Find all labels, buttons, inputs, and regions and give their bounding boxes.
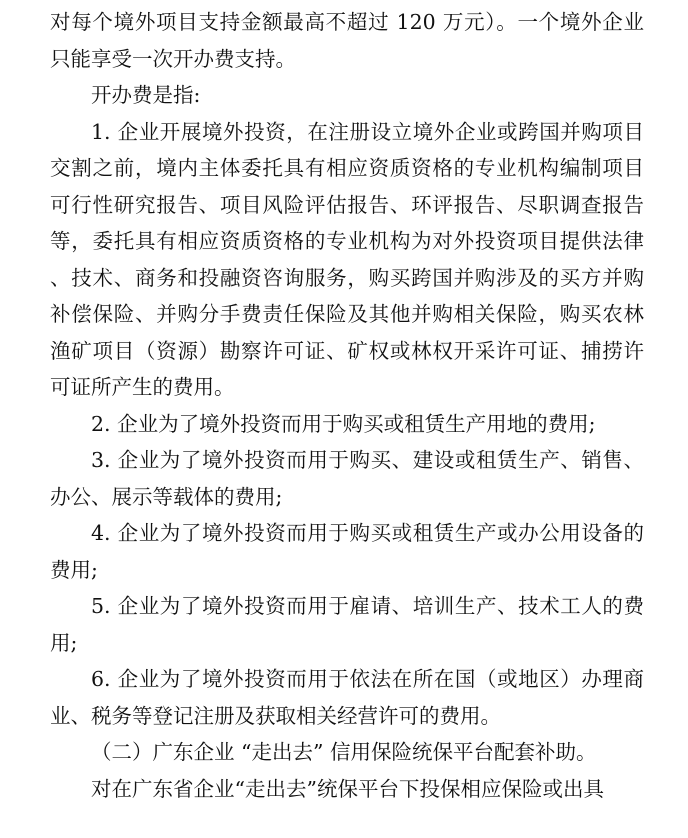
paragraph-1: 对每个境外项目支持金额最高不超过 120 万元）。一个境外企业只能享受一次开办费支持。 (50, 10, 644, 71)
paragraph-7: 5. 企业为了境外投资而用于雇请、培训生产、技术工人的费用; (50, 594, 644, 655)
paragraph-3: 1. 企业开展境外投资，在注册设立境外企业或跨国并购项目交割之前，境内主体委托具有相应资质资格的专业机构编制项目可行性研究报告、项目风险评估报告、环评报告、尽职调查报告等，委托具有相应资质资格的专业机构为对外投资项目提供法律、技术、商务和投融资咨询服务，购买跨国并购涉及的买方并购补偿保险、并购分手费责任保险及其他并购相关保险，购买农林渔矿项目（资源）勘察许可证、矿权或林权开采许可证、捕捞许可证所产生的费用。 (50, 119, 644, 399)
paragraph-2: 开办费是指: (91, 83, 201, 107)
section-heading: （二）广东企业 “走出去” 信用保险统保平台配套补助。 (91, 740, 597, 764)
paragraph-6: 4. 企业为了境外投资而用于购买或租赁生产或办公用设备的费用; (50, 521, 644, 582)
paragraph-4: 2. 企业为了境外投资而用于购买或租赁生产用地的费用; (91, 411, 596, 436)
paragraph-5: 3. 企业为了境外投资而用于购买、建设或租赁生产、销售、办公、展示等载体的费用; (50, 448, 644, 509)
paragraph-last: 对在广东省企业“走出去”统保平台下投保相应保险或出具 (91, 776, 604, 801)
paragraph-8: 6. 企业为了境外投资而用于依法在所在国（或地区）办理商业、税务等登记注册及获取相关经营许可的费用。 (50, 667, 644, 728)
